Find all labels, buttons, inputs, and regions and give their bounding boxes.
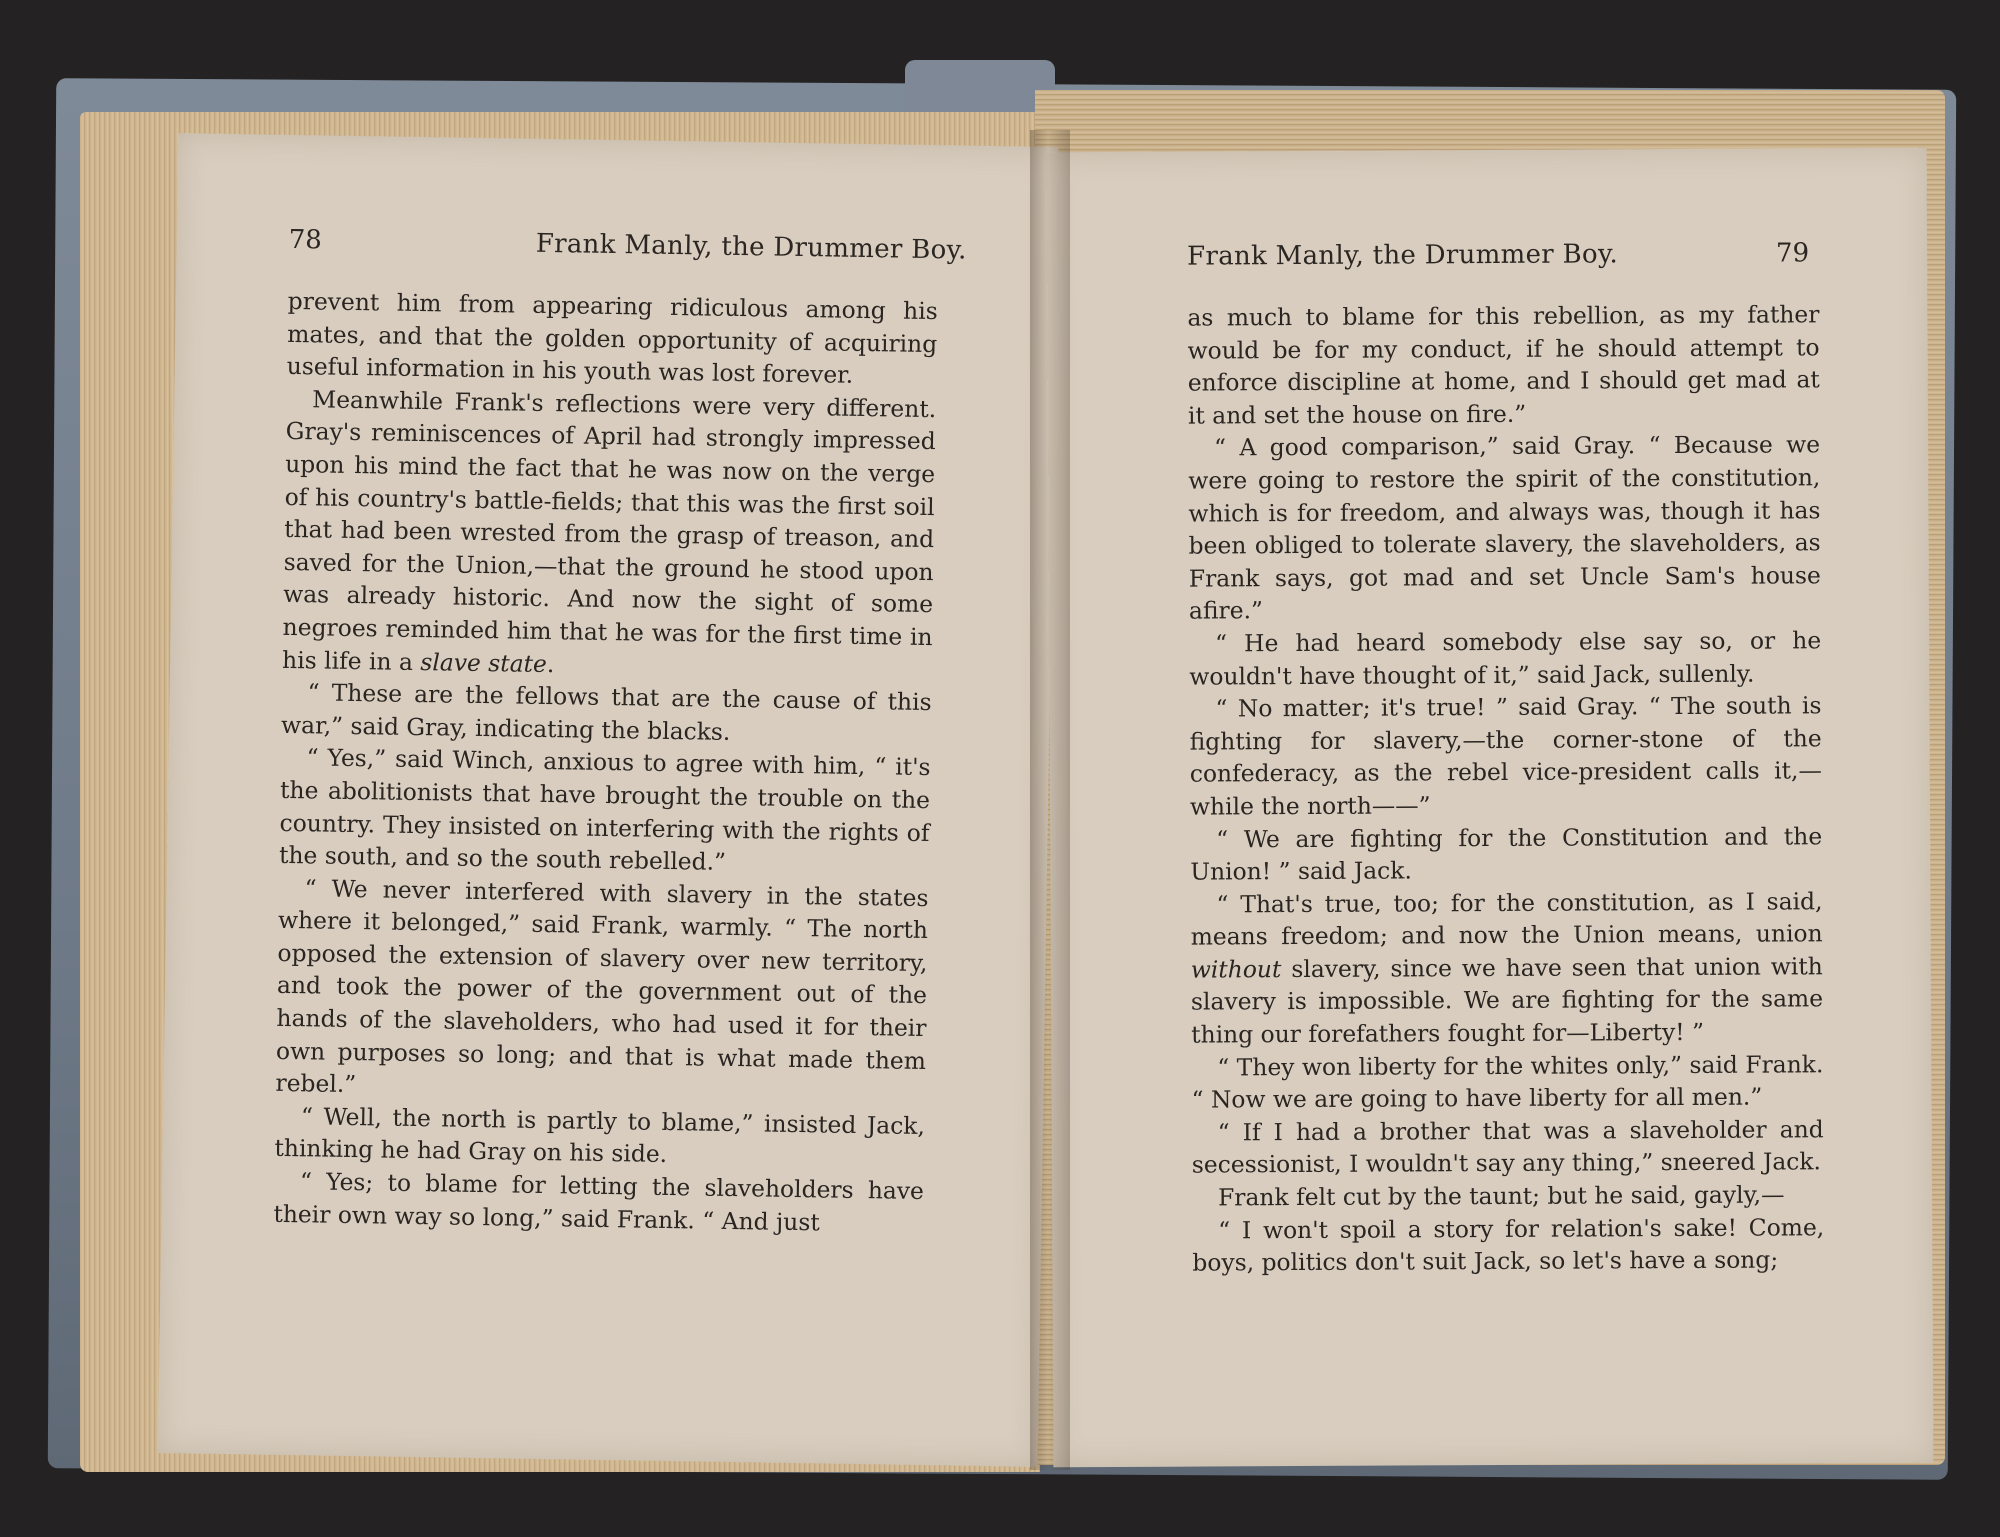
left-paragraph-6: “ Well, the north is partly to blame,” insisted Jack, thinking he had Gray on his side. (274, 1102, 926, 1169)
left-paragraph-3: “ These are the fellows that are the cause of this war,” said Gray, indicating the blacks. (280, 678, 932, 746)
left-running-head (289, 225, 967, 266)
left-paragraph-7: “ Yes; to blame for letting the slaveholders have their own way so long,” said Frank. “ And just (273, 1167, 925, 1237)
right-running-head (1187, 238, 1809, 271)
left-paragraph-2: Meanwhile Frank's reflections were very different. Gray's reminiscences of April had strongly impressed upon his mind the fact that he was now on the verge of his country's battle-fields; that this was the first soil that had been wrested from the grasp of treason, and saved for the Union,—that the ground he stood upon was already historic. And now the sight of some negroes reminded him that he was for the first time in his life in a slave state. (281, 385, 937, 678)
left-paragraph-4: “ Yes,” said Winch, anxious to agree with him, “ it's the abolitionists that have brought the trouble on the country. They insisted on interfering with the rights of the south, and so the south rebelled.” (278, 743, 931, 876)
right-text-block (1187, 298, 1824, 1279)
right-paragraph-9: Frank felt cut by the taunt; but he said, gayly,— (1217, 1180, 1785, 1212)
page-number-78: 78 (288, 224, 323, 256)
right-paragraph-1: as much to blame for this rebellion, as my father would be for my conduct, if he should attempt to enforce discipline at home, and I should get mad at it and set the house on fire.” (1187, 300, 1820, 430)
right-paragraph-10: “ I won't spoil a story for relation's sake! Come, boys, politics don't suit Jack, so let's have a song; (1192, 1212, 1825, 1277)
right-page (1047, 148, 1934, 1468)
right-paragraph-7: “ They won liberty for the whites only,” said Frank. “ Now we are going to have liberty for all men.” (1191, 1049, 1824, 1114)
left-paragraph-1: prevent him from appearing ridiculous among his mates, and that the golden opportunity of acquiring useful information in his youth was lost forever. (286, 286, 938, 389)
right-paragraph-4: “ No matter; it's true! ” said Gray. “ The south is fighting for slavery,—the corner-stone of the confederacy, as the rebel vice-president calls it,—while the north——” (1189, 691, 1822, 821)
right-paragraph-8: “ If I had a brother that was a slaveholder and secessionist, I wouldn't say any thing,” sneered Jack. (1191, 1115, 1824, 1180)
book-gutter (1030, 130, 1070, 1470)
right-paragraph-2: “ A good comparison,” said Gray. “ Because we were going to restore the spirit of the constitution, which is for freedom, and always was, though it has been obliged to tolerate slavery, the slaveholders, as Frank says, got mad and set Uncle Sam's house afire.” (1188, 430, 1821, 625)
page-number-79: 79 (1775, 238, 1810, 269)
left-page (158, 133, 1059, 1467)
right-paragraph-6: “ That's true, too; for the constitution, as I said, means freedom; and now the Union means, union without slavery, since we have seen that union with slavery is impossible. We are fighting for the same thing our forefathers fought for—Liberty! ” (1190, 886, 1824, 1049)
running-title-right: Frank Manly, the Drummer Boy. (1187, 239, 1619, 272)
right-paragraph-3: “ He had heard somebody else say so, or he wouldn't have thought of it,” said Jack, sullenly. (1189, 626, 1822, 691)
left-text-block (273, 285, 938, 1240)
left-paragraph-5: “ We never interfered with slavery in the states where it belonged,” said Frank, warmly. “ The north opposed the extension of slavery over new territory, and took the power of the government out of the hands of the slaveholders, who had used it for their own purposes so long; and that is what made them rebel.” (275, 873, 929, 1099)
running-title-left: Frank Manly, the Drummer Boy. (535, 228, 967, 266)
right-paragraph-5: “ We are fighting for the Constitution and the Union! ” said Jack. (1190, 821, 1823, 886)
